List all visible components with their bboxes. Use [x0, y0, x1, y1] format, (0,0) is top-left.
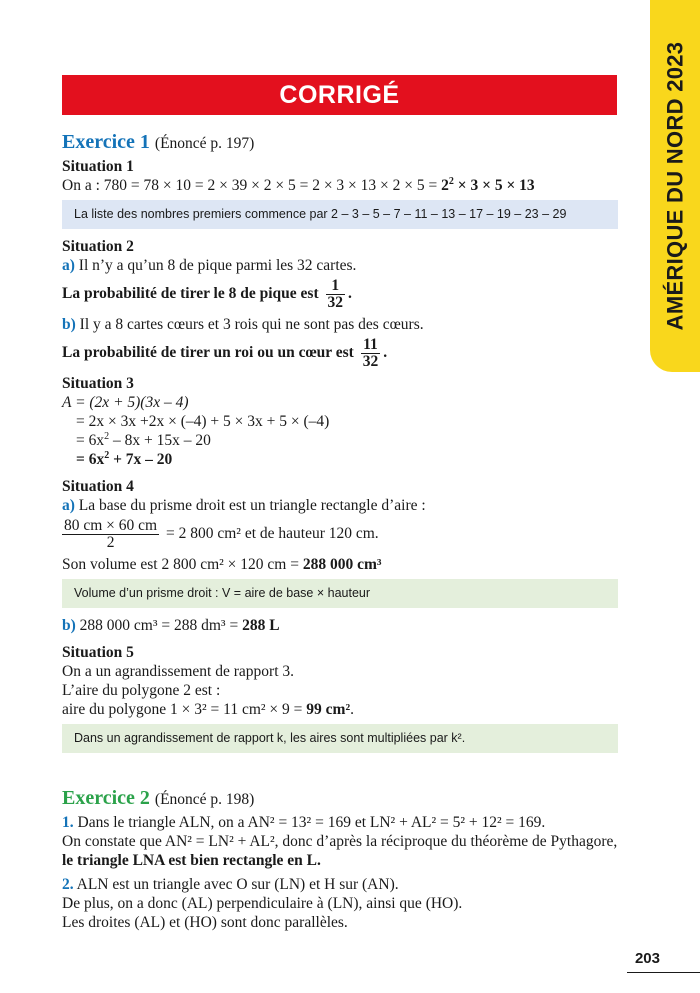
ex2-q1-line-2: On constate que AN² = LN² + AL², donc d’après la réciproque du théorème de Pythagore, — [62, 833, 618, 850]
situation-4-volume-text: Son volume est 2 800 cm² × 120 cm = — [62, 556, 303, 573]
situation-2-b-text: Il y a 8 cartes cœurs et 3 rois qui ne sont pas des cœurs. — [75, 316, 424, 333]
situation-1-text — [62, 176, 618, 195]
fraction-area — [62, 518, 159, 551]
situation-4-area-rest: = 2 800 cm² et de hauteur 120 cm. — [162, 525, 379, 543]
period: . — [350, 701, 354, 718]
situation-5-line-3 — [62, 700, 618, 719]
tip-primes — [62, 200, 618, 229]
tip-prism-volume — [62, 579, 618, 608]
tip-enlargement — [62, 724, 618, 753]
fraction-numerator: 80 cm × 60 cm — [64, 517, 158, 534]
exercise-1-heading — [62, 129, 618, 157]
exercise-2-heading — [62, 785, 618, 813]
situation-1-result-base: 2 — [441, 177, 449, 194]
situation-3-title: Situation 3 — [62, 375, 134, 392]
situation-1-title: Situation 1 — [62, 158, 134, 175]
situation-3-line-4a: = 6x — [76, 451, 105, 468]
situation-2-a-conclusion — [62, 278, 618, 311]
situation-3-line-2: = 2x × 3x +2x × (–4) + 5 × 3x + 5 × (–4) — [76, 413, 330, 430]
period: . — [348, 285, 352, 303]
situation-2-a — [62, 256, 618, 275]
situation-3-line-4 — [62, 450, 618, 469]
situation-2-b-label: b) — [62, 316, 76, 333]
situation-4-b-label: b) — [62, 617, 76, 634]
tip-enlargement-text: Dans un agrandissement de rapport k, les aires sont multipliées par k². — [74, 731, 466, 745]
ex2-q2-line-1 — [62, 875, 618, 894]
page-content — [62, 129, 618, 932]
fraction-denominator: 32 — [327, 294, 343, 311]
ex2-q1-text: Dans le triangle ALN, on a AN² = 13² = 169 et LN² + AL² = 5² + 12² = 169. — [73, 814, 546, 831]
ex2-q2-line-2: De plus, on a donc (AL) perpendiculaire à (LN), ainsi que (HO). — [62, 895, 463, 912]
ex2-q1-line-1 — [62, 813, 618, 832]
situation-4-a-text: La base du prisme droit est un triangle rectangle d’aire : — [74, 497, 426, 514]
situation-5-result: 99 cm² — [306, 701, 351, 718]
page-number: 203 — [634, 950, 660, 967]
situation-2-a-label: a) — [62, 257, 75, 274]
exercise-2-ref: (Énoncé p. 198) — [154, 791, 255, 808]
ex2-q2-text: ALN est un triangle avec O sur (LN) et H sur (AN). — [73, 876, 399, 893]
situation-5-line-1: On a un agrandissement de rapport 3. — [62, 663, 295, 680]
banner-title: CORRIGÉ — [279, 81, 400, 109]
situation-1-result-rest: × 3 × 5 × 13 — [453, 177, 535, 194]
tip-prism-volume-text: Volume d’un prisme droit : V = aire de base × hauteur — [74, 586, 371, 600]
page-number-rule — [627, 972, 700, 973]
ex2-q1-label: 1. — [62, 814, 74, 831]
situation-5-title: Situation 5 — [62, 644, 134, 661]
situation-4-title: Situation 4 — [62, 478, 134, 495]
fraction-1-32 — [326, 278, 346, 311]
situation-2-b — [62, 315, 618, 334]
exponent: 2 — [104, 449, 110, 461]
situation-4-a — [62, 496, 618, 515]
side-tab-label: AMÉRIQUE DU NORD 2023 — [662, 41, 688, 331]
situation-4-area — [62, 518, 618, 551]
fraction-denominator: 2 — [106, 534, 115, 551]
situation-4-a-label: a) — [62, 497, 75, 514]
situation-3-line-1: A = (2x + 5)(3x – 4) — [62, 394, 189, 411]
exercise-1-title: Exercice 1 — [62, 131, 150, 153]
situation-2-a-concl-text: La probabilité de tirer le 8 de pique est — [62, 285, 323, 303]
situation-5-line-3-text: aire du polygone 1 × 3² = 11 cm² × 9 = — [62, 701, 307, 718]
situation-5-line-2: L’aire du polygone 2 est : — [62, 682, 221, 699]
fraction-numerator: 1 — [326, 278, 346, 295]
ex2-q2-line-3: Les droites (AL) et (HO) sont donc parallèles. — [62, 914, 348, 931]
tip-primes-text: La liste des nombres premiers commence par 2 – 3 – 5 – 7 – 11 – 13 – 17 – 19 – 23 – 29 — [74, 207, 567, 221]
fraction-11-32 — [361, 337, 381, 370]
side-tab — [650, 0, 700, 372]
situation-1-calc: On a : 780 = 78 × 10 = 2 × 39 × 2 × 5 = 2 × 3 × 13 × 2 × 5 = — [62, 177, 442, 194]
exercise-2-title: Exercice 2 — [62, 787, 150, 809]
situation-4-volume-result: 288 000 cm³ — [302, 556, 382, 573]
exponent: 2 — [104, 430, 110, 442]
corrige-banner — [62, 75, 617, 115]
ex2-q1-line-3: le triangle LNA est bien rectangle en L. — [62, 852, 321, 869]
situation-4-b — [62, 616, 618, 635]
situation-4-b-text: 288 000 cm³ = 288 dm³ = — [75, 617, 243, 634]
situation-3-line-3b: – 8x + 15x – 20 — [109, 432, 211, 449]
situation-2-b-conclusion — [62, 337, 618, 370]
situation-4-volume — [62, 555, 618, 574]
situation-2-b-concl-text: La probabilité de tirer un roi ou un cœur est — [62, 344, 358, 362]
situation-1-result-exp: 2 — [448, 175, 454, 187]
period: . — [383, 344, 388, 362]
situation-2-a-text: Il n’y a qu’un 8 de pique parmi les 32 cartes. — [74, 257, 357, 274]
fraction-denominator: 32 — [362, 353, 379, 370]
exercise-1-ref: (Énoncé p. 197) — [154, 135, 255, 152]
ex2-q2-label: 2. — [62, 876, 74, 893]
situation-2-title: Situation 2 — [62, 238, 134, 255]
fraction-numerator: 11 — [361, 337, 381, 354]
situation-4-b-result: 288 L — [242, 617, 280, 634]
situation-3-line-4b: + 7x – 20 — [109, 451, 173, 468]
situation-3-line-3a: = 6x — [76, 432, 105, 449]
situation-3-line-3 — [62, 431, 618, 450]
